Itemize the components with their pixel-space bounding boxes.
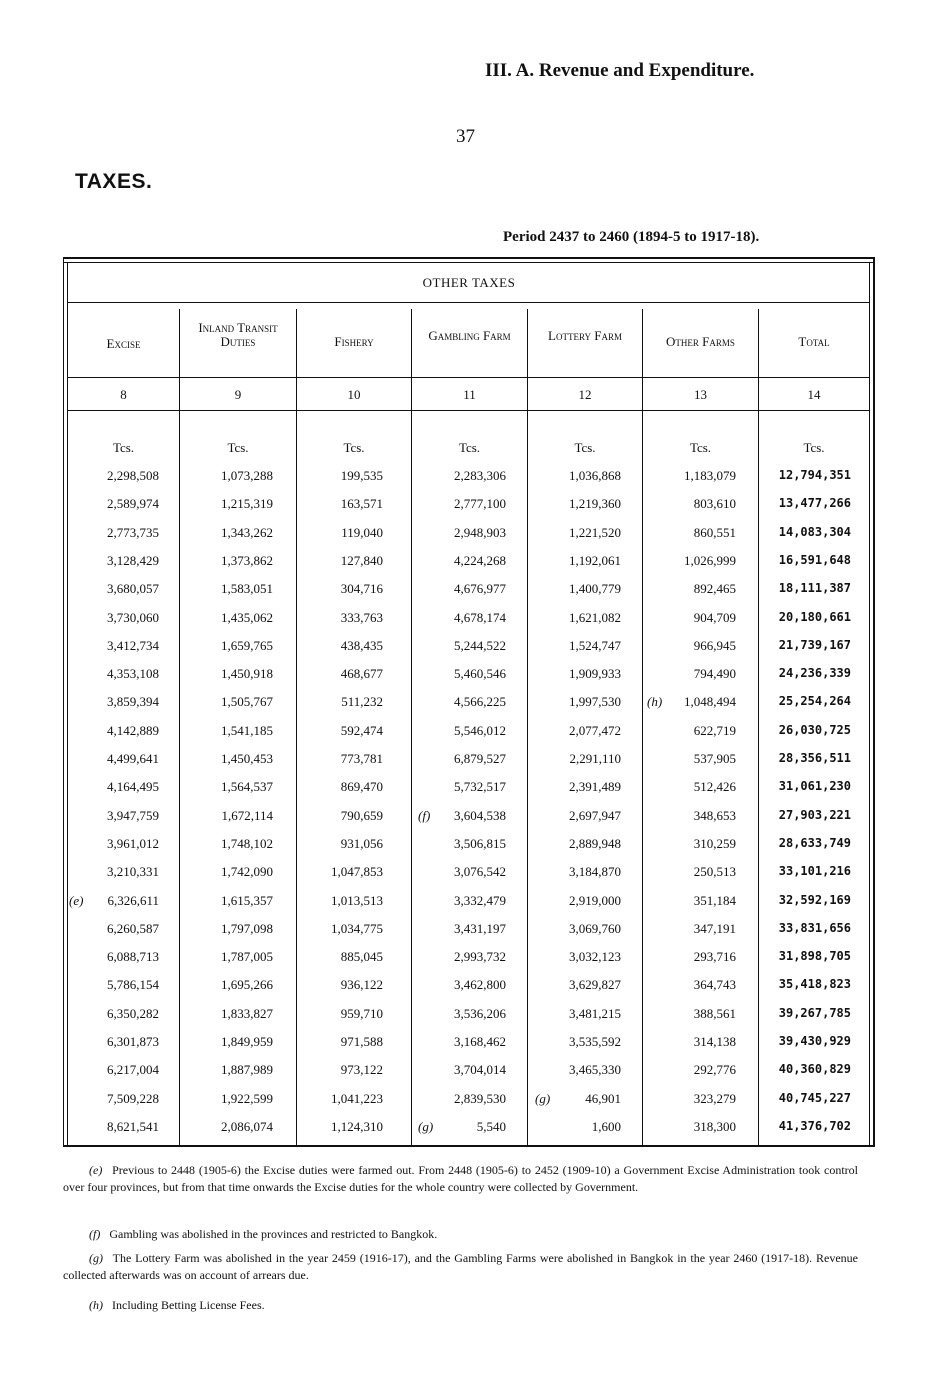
cell-lottery: 1,400,779 bbox=[569, 581, 621, 597]
unit-label: Tcs. bbox=[343, 440, 365, 455]
table-row bbox=[63, 751, 875, 775]
cell-excise: 2,773,735 bbox=[107, 524, 159, 540]
page-title: TAXES. bbox=[75, 170, 153, 193]
cell-gambling: 4,566,225 bbox=[454, 694, 506, 710]
cell-other: 250,513 bbox=[693, 864, 736, 880]
footnote-mark: (g) bbox=[418, 1118, 434, 1134]
section-heading: III. A. Revenue and Expenditure. bbox=[485, 60, 755, 81]
cell-inland: 1,922,599 bbox=[221, 1090, 273, 1106]
cell-fishery: 973,122 bbox=[340, 1062, 383, 1078]
cell-fishery: 1,034,775 bbox=[331, 920, 383, 936]
cell-inland: 1,450,918 bbox=[221, 666, 273, 682]
cell-lottery: 1,219,360 bbox=[569, 496, 621, 512]
col-header-gambling-farm: Gambling Farm bbox=[428, 328, 511, 343]
cell-lottery: 1,621,082 bbox=[569, 609, 621, 625]
footnote-text: Gambling was abolished in the provinces and restricted to Bangkok. bbox=[109, 1227, 438, 1241]
cell-excise: 3,128,429 bbox=[107, 552, 159, 568]
cell-excise: 6,260,587 bbox=[107, 920, 159, 936]
col-header-total: Total bbox=[798, 334, 830, 349]
cell-gambling: 3,462,800 bbox=[454, 977, 506, 993]
cell-fishery: 869,470 bbox=[340, 779, 383, 795]
cell-total: 33,831,656 bbox=[778, 920, 851, 935]
cell-other: 293,716 bbox=[693, 949, 736, 965]
col-header-inland-transit: Inland Transit Duties bbox=[198, 320, 278, 349]
table-row bbox=[63, 1034, 875, 1058]
cell-total: 21,739,167 bbox=[778, 637, 851, 652]
cell-gambling: 3,536,206 bbox=[454, 1005, 506, 1021]
cell-fishery: 127,840 bbox=[340, 552, 383, 568]
cell-excise: 3,859,394 bbox=[107, 694, 159, 710]
cell-excise: 5,786,154 bbox=[107, 977, 159, 993]
table-row bbox=[63, 893, 875, 917]
cell-gambling: 5,546,012 bbox=[454, 722, 506, 738]
cell-inland: 1,215,319 bbox=[221, 496, 273, 512]
cell-lottery: 1,909,933 bbox=[569, 666, 621, 682]
cell-total: 18,111,387 bbox=[778, 581, 851, 596]
cell-other: 364,743 bbox=[693, 977, 736, 993]
cell-gambling: 3,332,479 bbox=[454, 892, 506, 908]
cell-lottery: 3,481,215 bbox=[569, 1005, 621, 1021]
cell-excise: 4,142,889 bbox=[107, 722, 159, 738]
page-number: 37 bbox=[456, 126, 475, 147]
cell-lottery: 2,391,489 bbox=[569, 779, 621, 795]
col-header-fishery: Fishery bbox=[334, 334, 374, 349]
cell-other: 323,279 bbox=[693, 1090, 736, 1106]
cell-other: 292,776 bbox=[693, 1062, 736, 1078]
cell-other: 966,945 bbox=[693, 637, 736, 653]
cell-total: 41,376,702 bbox=[778, 1118, 851, 1133]
cell-lottery: 1,221,520 bbox=[569, 524, 621, 540]
table-row bbox=[63, 779, 875, 803]
table-row bbox=[63, 864, 875, 888]
cell-gambling: 2,777,100 bbox=[454, 496, 506, 512]
unit-label: Tcs. bbox=[227, 440, 249, 455]
cell-total: 20,180,661 bbox=[778, 609, 851, 624]
group-heading: OTHER TAXES bbox=[422, 275, 516, 290]
cell-other: 904,709 bbox=[693, 609, 736, 625]
cell-gambling: 2,839,530 bbox=[454, 1090, 506, 1106]
col-number: 13 bbox=[694, 387, 707, 402]
footnote-mark: (h) bbox=[647, 694, 663, 710]
cell-lottery: 3,184,870 bbox=[569, 864, 621, 880]
col-header-excise: Excise bbox=[106, 336, 141, 351]
table-row bbox=[63, 723, 875, 747]
cell-excise: 4,353,108 bbox=[107, 666, 159, 682]
table-row bbox=[63, 553, 875, 577]
cell-other: 1,026,999 bbox=[684, 552, 736, 568]
table-row bbox=[63, 496, 875, 520]
cell-lottery: 1,036,868 bbox=[569, 468, 621, 483]
cell-fishery: 333,763 bbox=[340, 609, 383, 625]
cell-fishery: 119,040 bbox=[341, 524, 383, 540]
cell-inland: 2,086,074 bbox=[221, 1118, 273, 1134]
cell-total: 28,633,749 bbox=[778, 835, 851, 850]
cell-gambling: 5,244,522 bbox=[454, 637, 506, 653]
cell-lottery: 2,919,000 bbox=[569, 892, 621, 908]
cell-gambling: 5,732,517 bbox=[454, 779, 506, 795]
cell-total: 39,267,785 bbox=[778, 1005, 851, 1020]
cell-fishery: 163,571 bbox=[340, 496, 383, 512]
cell-excise: 3,947,759 bbox=[107, 807, 159, 823]
cell-lottery: 2,697,947 bbox=[569, 807, 621, 823]
cell-other: 512,426 bbox=[693, 779, 736, 795]
cell-other: 1,183,079 bbox=[684, 468, 736, 483]
footnote bbox=[63, 1297, 858, 1314]
cell-other: 860,551 bbox=[693, 524, 736, 540]
cell-other: 794,490 bbox=[693, 666, 736, 682]
cell-total: 26,030,725 bbox=[778, 722, 851, 737]
cell-inland: 1,073,288 bbox=[221, 468, 273, 483]
cell-gambling: 3,076,542 bbox=[454, 864, 506, 880]
cell-excise: 4,164,495 bbox=[107, 779, 159, 795]
cell-inland: 1,343,262 bbox=[221, 524, 273, 540]
cell-inland: 1,849,959 bbox=[221, 1034, 273, 1049]
cell-inland: 1,435,062 bbox=[221, 609, 273, 625]
cell-excise: 6,217,004 bbox=[107, 1062, 159, 1078]
cell-other: 351,184 bbox=[693, 892, 736, 908]
table-row bbox=[63, 921, 875, 945]
cell-total: 40,745,227 bbox=[778, 1090, 851, 1105]
table-row bbox=[63, 1091, 875, 1115]
table-row bbox=[63, 468, 875, 492]
cell-inland: 1,505,767 bbox=[221, 694, 273, 710]
cell-fishery: 1,124,310 bbox=[331, 1118, 383, 1134]
footnote-mark: (g) bbox=[535, 1090, 551, 1106]
cell-total: 35,418,823 bbox=[778, 977, 851, 992]
cell-gambling: 5,460,546 bbox=[454, 666, 506, 682]
cell-lottery: 1,192,061 bbox=[569, 552, 621, 568]
col-number: 14 bbox=[807, 387, 821, 402]
cell-gambling: 3,506,815 bbox=[454, 835, 506, 851]
cell-gambling: 4,678,174 bbox=[454, 609, 506, 625]
cell-total: 16,591,648 bbox=[778, 552, 851, 567]
table-row bbox=[63, 1062, 875, 1086]
cell-fishery: 1,013,513 bbox=[331, 892, 383, 908]
taxes-table bbox=[63, 257, 875, 1149]
cell-lottery: 3,629,827 bbox=[569, 977, 621, 993]
cell-other: 314,138 bbox=[693, 1034, 736, 1049]
cell-excise: 6,088,713 bbox=[107, 949, 159, 965]
cell-gambling: 4,224,268 bbox=[454, 552, 506, 568]
cell-lottery: 3,535,592 bbox=[569, 1034, 621, 1049]
cell-fishery: 199,535 bbox=[340, 468, 383, 483]
cell-other: 803,610 bbox=[693, 496, 736, 512]
table-row bbox=[63, 1006, 875, 1030]
unit-label: Tcs. bbox=[574, 440, 596, 455]
cell-total: 31,898,705 bbox=[778, 949, 851, 964]
cell-total: 33,101,216 bbox=[778, 864, 851, 879]
table-row bbox=[63, 1119, 875, 1143]
footnote-mark: (e) bbox=[69, 892, 84, 908]
cell-lottery: 1,600 bbox=[591, 1118, 621, 1134]
cell-fishery: 304,716 bbox=[340, 581, 383, 597]
cell-lottery: 3,465,330 bbox=[569, 1062, 621, 1078]
cell-other: 348,653 bbox=[693, 807, 736, 823]
cell-fishery: 959,710 bbox=[340, 1005, 383, 1021]
cell-total: 31,061,230 bbox=[778, 779, 851, 794]
cell-excise: 6,326,611 bbox=[107, 892, 159, 908]
cell-excise: 2,298,508 bbox=[107, 468, 159, 483]
col-number: 12 bbox=[578, 387, 592, 402]
unit-label: Tcs. bbox=[458, 440, 481, 455]
cell-inland: 1,695,266 bbox=[221, 977, 273, 993]
cell-fishery: 971,588 bbox=[340, 1034, 383, 1049]
cell-lottery: 1,997,530 bbox=[569, 694, 621, 710]
col-number: 8 bbox=[120, 387, 127, 402]
cell-inland: 1,450,453 bbox=[221, 751, 273, 766]
table-row bbox=[63, 525, 875, 549]
cell-total: 27,903,221 bbox=[778, 807, 851, 822]
cell-excise: 3,210,331 bbox=[107, 864, 159, 880]
cell-inland: 1,797,098 bbox=[221, 920, 273, 936]
cell-fishery: 936,122 bbox=[340, 977, 383, 993]
cell-fishery: 931,056 bbox=[340, 835, 383, 851]
cell-fishery: 511,232 bbox=[341, 694, 383, 710]
cell-lottery: 2,291,110 bbox=[569, 751, 621, 766]
cell-excise: 2,589,974 bbox=[107, 496, 159, 512]
cell-fishery: 438,435 bbox=[340, 637, 383, 653]
cell-excise: 3,961,012 bbox=[107, 835, 159, 851]
cell-excise: 8,621,541 bbox=[107, 1118, 159, 1134]
cell-inland: 1,833,827 bbox=[221, 1005, 273, 1021]
cell-total: 28,356,511 bbox=[778, 751, 851, 765]
cell-inland: 1,672,114 bbox=[221, 807, 273, 823]
cell-other: 622,719 bbox=[693, 722, 736, 738]
cell-lottery: 3,069,760 bbox=[569, 920, 621, 936]
cell-gambling: 3,704,014 bbox=[454, 1062, 506, 1078]
cell-fishery: 592,474 bbox=[340, 722, 383, 738]
cell-inland: 1,564,537 bbox=[221, 779, 273, 795]
footnote bbox=[63, 1250, 858, 1284]
col-number: 9 bbox=[234, 387, 242, 402]
cell-lottery: 3,032,123 bbox=[569, 949, 621, 965]
cell-inland: 1,787,005 bbox=[221, 949, 273, 965]
unit-label: Tcs. bbox=[689, 440, 712, 455]
cell-excise: 3,412,734 bbox=[107, 637, 159, 653]
cell-lottery: 2,077,472 bbox=[569, 722, 621, 738]
footnote-text: Previous to 2448 (1905-6) the Excise duties were farmed out. From 2448 (1905-6) to 2452 (1909-10) a Government Excise Administration took control over four provinces, but from that time onwards the Excise duties for the whole country were collected by Government. bbox=[63, 1163, 858, 1194]
cell-total: 14,083,304 bbox=[778, 524, 851, 539]
cell-gambling: 3,431,197 bbox=[454, 920, 506, 936]
footnote-mark: (e) bbox=[89, 1163, 103, 1177]
cell-total: 24,236,339 bbox=[778, 666, 851, 681]
cell-other: 347,191 bbox=[693, 920, 736, 936]
cell-gambling: 2,993,732 bbox=[454, 949, 506, 965]
table-row bbox=[63, 666, 875, 690]
cell-inland: 1,742,090 bbox=[221, 864, 273, 880]
cell-fishery: 1,041,223 bbox=[331, 1090, 383, 1106]
cell-fishery: 790,659 bbox=[340, 807, 383, 823]
cell-total: 25,254,264 bbox=[778, 694, 851, 709]
cell-total: 39,430,929 bbox=[778, 1034, 851, 1048]
cell-gambling: 2,948,903 bbox=[454, 524, 506, 540]
cell-inland: 1,748,102 bbox=[221, 835, 273, 851]
cell-fishery: 1,047,853 bbox=[331, 864, 383, 880]
cell-total: 12,794,351 bbox=[778, 468, 851, 482]
col-number: 10 bbox=[347, 387, 361, 402]
table-row bbox=[63, 836, 875, 860]
cell-excise: 4,499,641 bbox=[107, 751, 159, 766]
cell-fishery: 468,677 bbox=[340, 666, 383, 682]
col-header-lottery-farm: Lottery Farm bbox=[548, 328, 622, 343]
cell-excise: 6,301,873 bbox=[107, 1034, 159, 1049]
table-row bbox=[63, 581, 875, 605]
table-row bbox=[63, 694, 875, 718]
footnote-mark: (h) bbox=[89, 1298, 103, 1312]
table-row bbox=[63, 638, 875, 662]
cell-lottery: 46,901 bbox=[585, 1090, 621, 1106]
cell-excise: 6,350,282 bbox=[107, 1005, 159, 1021]
cell-total: 32,592,169 bbox=[778, 892, 851, 907]
unit-label: Tcs. bbox=[112, 440, 135, 455]
footnote-text: Including Betting License Fees. bbox=[112, 1298, 265, 1312]
cell-fishery: 773,781 bbox=[340, 751, 383, 766]
footnote-mark: (f) bbox=[89, 1227, 101, 1241]
cell-inland: 1,615,357 bbox=[221, 892, 273, 908]
cell-gambling: 2,283,306 bbox=[454, 468, 506, 483]
cell-inland: 1,887,989 bbox=[221, 1062, 273, 1078]
cell-other: 318,300 bbox=[693, 1118, 736, 1134]
table-row bbox=[63, 977, 875, 1001]
cell-inland: 1,583,051 bbox=[221, 581, 273, 597]
cell-excise: 3,680,057 bbox=[107, 581, 159, 597]
footnote bbox=[63, 1162, 858, 1196]
footnote-mark: (f) bbox=[418, 807, 431, 823]
cell-gambling: 3,604,538 bbox=[454, 807, 506, 823]
cell-inland: 1,541,185 bbox=[221, 722, 273, 738]
unit-label: Tcs. bbox=[803, 440, 825, 455]
cell-gambling: 6,879,527 bbox=[454, 751, 506, 766]
cell-other: 537,905 bbox=[693, 751, 736, 766]
cell-other: 388,561 bbox=[693, 1005, 736, 1021]
cell-inland: 1,373,862 bbox=[221, 552, 273, 568]
cell-gambling: 4,676,977 bbox=[454, 581, 506, 597]
cell-lottery: 1,524,747 bbox=[569, 637, 621, 653]
cell-inland: 1,659,765 bbox=[221, 637, 273, 653]
col-header-other-farms: Other Farms bbox=[666, 334, 735, 349]
footnote bbox=[63, 1226, 858, 1243]
cell-gambling: 5,540 bbox=[476, 1118, 506, 1134]
period-caption: Period 2437 to 2460 (1894-5 to 1917-18). bbox=[503, 229, 760, 245]
col-number: 11 bbox=[463, 387, 476, 402]
cell-excise: 3,730,060 bbox=[107, 609, 159, 625]
cell-fishery: 885,045 bbox=[340, 949, 383, 965]
cell-other: 1,048,494 bbox=[684, 694, 736, 710]
footnote-text: The Lottery Farm was abolished in the year 2459 (1916-17), and the Gambling Farms were abolished in Bangkok in the year 2460 (1917-18). Revenue collected afterwards was on account of arrears due. bbox=[63, 1251, 858, 1282]
cell-total: 13,477,266 bbox=[778, 496, 851, 511]
table-row bbox=[63, 610, 875, 634]
cell-excise: 7,509,228 bbox=[107, 1090, 159, 1106]
cell-lottery: 2,889,948 bbox=[569, 835, 621, 851]
cell-other: 310,259 bbox=[693, 835, 736, 851]
table-row bbox=[63, 949, 875, 973]
table-row bbox=[63, 808, 875, 832]
cell-other: 892,465 bbox=[693, 581, 736, 597]
cell-total: 40,360,829 bbox=[778, 1062, 851, 1077]
footnote-mark: (g) bbox=[89, 1251, 103, 1265]
cell-gambling: 3,168,462 bbox=[454, 1034, 506, 1049]
